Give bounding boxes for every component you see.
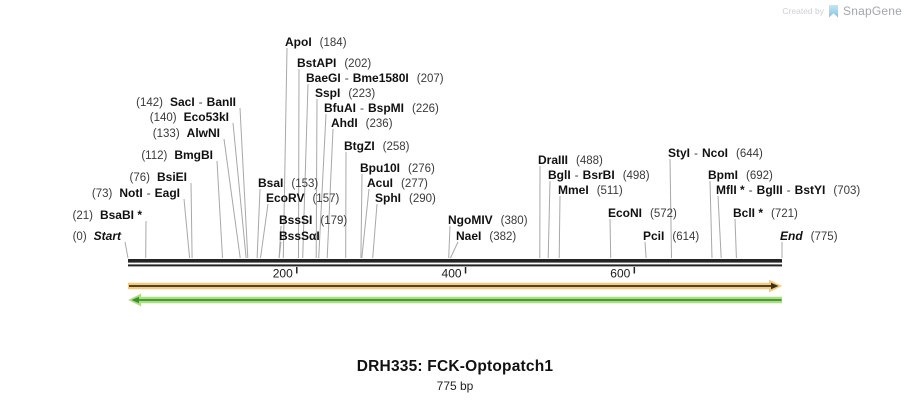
site-label-saci-banii[interactable]: [136, 96, 236, 110]
site-label-naei[interactable]: [456, 230, 516, 244]
snapgene-brand-text: SnapGene: [843, 4, 902, 18]
leader-line-start: [125, 242, 128, 258]
site-name-separator: -: [694, 146, 699, 160]
site-label-econi[interactable]: [608, 207, 677, 221]
leader-line-bpu10i: [361, 174, 362, 258]
site-label-alwni[interactable]: [153, 127, 220, 141]
site-position: (184): [319, 37, 347, 49]
site-label-start[interactable]: [73, 230, 121, 244]
site-name: Bpu10I: [360, 161, 401, 175]
site-name: StyI: [668, 146, 691, 160]
leader-line-bsiei: [191, 183, 192, 258]
site-label-ngomiv[interactable]: [448, 214, 528, 228]
site-name-separator: -: [344, 71, 349, 85]
site-name: BsaI: [258, 176, 284, 190]
site-label-mfli-bglii-bstyi[interactable]: [716, 184, 860, 198]
site-position: (614): [672, 231, 700, 243]
leader-line-bmgbi: [217, 161, 223, 258]
tick-label-200: 200: [272, 266, 293, 281]
site-position: (21): [72, 210, 93, 222]
site-name: AcuI: [367, 176, 394, 190]
site-label-bsabi[interactable]: [73, 209, 142, 223]
site-position: (382): [489, 231, 517, 243]
site-name: NcoI: [702, 146, 729, 160]
leader-line-alwni: [224, 139, 240, 258]
site-name: BfuAI: [324, 101, 356, 115]
site-name-separator: -: [574, 168, 579, 182]
site-position: (277): [401, 178, 428, 190]
site-label-sspi[interactable]: [315, 87, 375, 101]
site-label-draiii[interactable]: [538, 154, 603, 168]
site-name: BsrBI: [582, 168, 615, 182]
site-position: (140): [149, 112, 177, 124]
leader-line-mfli-bglii-bstyi: [718, 196, 721, 258]
site-label-styi-ncoi[interactable]: [668, 147, 763, 161]
site-name: SphI: [375, 191, 401, 205]
site-label-bsai[interactable]: [258, 177, 318, 191]
site-position: (290): [409, 193, 436, 205]
site-label-pcii[interactable]: [643, 230, 699, 244]
site-label-baegi-bme1580i[interactable]: [306, 72, 444, 86]
site-position: (157): [312, 193, 340, 205]
site-name: SspI: [315, 86, 341, 100]
site-name: End: [780, 229, 803, 243]
leader-line-bsai: [257, 189, 260, 258]
site-name: BaeGI: [306, 71, 341, 85]
site-label-bsiei[interactable]: [130, 171, 187, 185]
site-name: PciI: [643, 229, 665, 243]
map-length: 775 bp: [436, 379, 474, 393]
site-label-bfuai-bspmi[interactable]: [324, 102, 439, 116]
site-name-separator: -: [786, 183, 791, 197]
leader-line-mmei: [559, 196, 560, 258]
watermark: [782, 4, 902, 18]
site-name: MmeI: [558, 183, 589, 197]
site-position: (572): [650, 208, 677, 220]
site-name: EcoRV: [266, 191, 305, 205]
site-label-mmei[interactable]: [558, 184, 623, 198]
created-by-text: Created by: [782, 6, 825, 16]
leader-line-bfuai-bspmi: [319, 114, 326, 258]
site-position: (223): [348, 88, 376, 100]
site-position: (775): [810, 231, 838, 243]
site-position: (112): [141, 150, 168, 162]
site-position: (207): [416, 73, 444, 85]
site-name-separator: -: [146, 186, 151, 200]
site-name: AhdI: [331, 116, 358, 130]
site-label-end[interactable]: [780, 230, 838, 244]
site-name: Eco53kI: [183, 110, 229, 124]
site-label-bsss-i[interactable]: [279, 230, 320, 243]
site-label-bpu10i[interactable]: [360, 162, 435, 176]
site-position: (202): [344, 58, 372, 70]
leader-line-bpmi: [710, 181, 712, 258]
site-position: (76): [129, 172, 150, 184]
site-name: BanII: [206, 95, 236, 109]
leader-line-ngomiv: [449, 226, 450, 258]
site-name: DraIII: [538, 153, 569, 167]
site-label-bsssi[interactable]: [279, 214, 347, 228]
site-name: BsiEI: [156, 170, 187, 184]
site-name: NaeI: [456, 229, 482, 243]
site-name: BstYI: [794, 183, 826, 197]
site-position: (258): [382, 141, 410, 153]
site-name: BmgBI: [174, 148, 213, 162]
sequence-backbone-top-strand[interactable]: [128, 259, 782, 263]
leader-line-bcli: [735, 219, 736, 258]
leader-line-pcii: [645, 242, 646, 258]
leader-line-ecorv: [261, 204, 269, 258]
leader-line-acui: [362, 189, 369, 258]
site-name: BssSI: [279, 213, 313, 227]
site-position: (692): [746, 170, 773, 182]
site-name: BtgZI: [344, 139, 375, 153]
site-position: (0): [72, 231, 87, 243]
site-label-bcli[interactable]: [733, 207, 798, 221]
site-name: ApoI: [285, 35, 312, 49]
site-position: (511): [596, 185, 623, 197]
site-label-noti-eagi[interactable]: [92, 187, 180, 201]
site-position: (226): [412, 103, 439, 115]
map-title: DRH335: FCK-Optopatch1: [356, 358, 554, 375]
site-name-separator: -: [198, 95, 203, 109]
site-position: (236): [365, 118, 393, 130]
site-name: SacI: [169, 95, 195, 109]
site-position: (73): [91, 188, 113, 200]
site-name: BpmI: [708, 168, 738, 182]
site-position: (721): [771, 208, 798, 220]
site-position: (488): [576, 155, 603, 167]
site-name: AlwNI: [186, 126, 220, 140]
site-name: BclI *: [733, 206, 764, 220]
tick-label-400: 400: [441, 266, 462, 281]
site-position: (644): [736, 148, 763, 160]
site-label-sphi[interactable]: [375, 192, 436, 206]
site-position: (276): [408, 163, 435, 175]
site-name: EagI: [154, 186, 180, 200]
title-block: [128, 358, 782, 393]
site-label-eco53ki[interactable]: [150, 111, 229, 125]
site-position: (153): [291, 178, 319, 190]
site-label-bmgbi[interactable]: [141, 149, 213, 163]
site-name-separator: -: [360, 101, 364, 115]
site-label-ahdi[interactable]: [331, 117, 393, 131]
leader-line-econi: [610, 219, 611, 258]
leader-line-noti-eagi: [184, 199, 190, 258]
site-label-bgli-bsrbi[interactable]: [548, 169, 650, 183]
leader-line-naei: [450, 242, 458, 258]
leader-line-sphi: [373, 204, 377, 258]
site-name: BsaBI *: [99, 208, 142, 222]
site-label-apoi[interactable]: [285, 36, 347, 50]
site-name: MflI *: [716, 183, 745, 197]
site-position: (179): [320, 215, 348, 227]
site-name: Bme1580I: [352, 71, 409, 85]
site-label-btgzi[interactable]: [344, 140, 410, 154]
site-name: BspMI: [368, 101, 404, 115]
site-label-bpmi[interactable]: [708, 169, 773, 183]
site-name: NgoMIV: [448, 213, 493, 227]
site-position: (498): [622, 170, 650, 182]
site-name: NotI: [119, 186, 143, 200]
site-position: (133): [152, 128, 180, 140]
site-position: (380): [500, 215, 528, 227]
site-label-acui[interactable]: [367, 177, 428, 191]
site-position: (703): [833, 185, 861, 197]
site-label-ecorv[interactable]: [266, 192, 339, 206]
site-label-bstapi[interactable]: [297, 57, 371, 71]
leader-line-bgli-bsrbi: [548, 181, 550, 258]
site-name: BssSαI: [279, 229, 320, 243]
site-name: BglI: [548, 168, 571, 182]
site-name: BstAPI: [297, 56, 337, 70]
tick-label-600: 600: [610, 266, 631, 281]
site-name: EcoNI: [608, 206, 643, 220]
site-name: BglII: [756, 183, 783, 197]
snapgene-logo-icon: [829, 5, 838, 18]
site-name: Start: [93, 229, 121, 243]
site-position: (142): [136, 97, 163, 109]
site-name-separator: -: [748, 183, 753, 197]
